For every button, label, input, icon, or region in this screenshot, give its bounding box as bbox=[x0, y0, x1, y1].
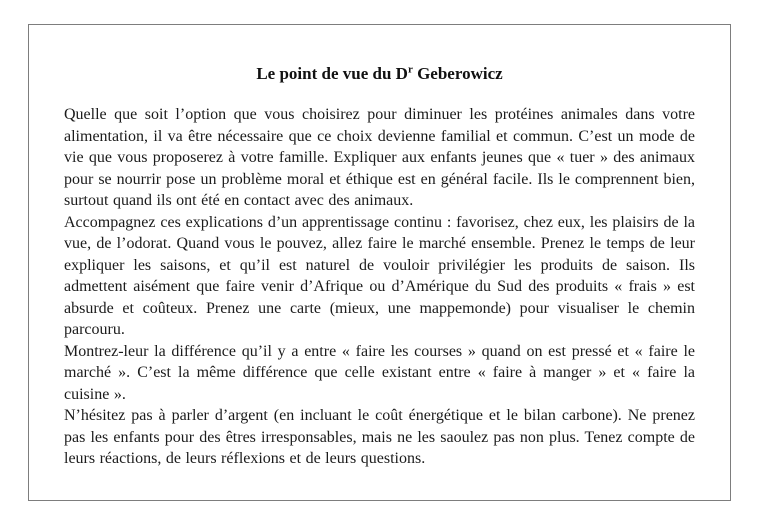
paragraph-4: N’hésitez pas à parler d’argent (en incluant le coût énergétique et le bilan carbone). Ne prenez pas les enfants pour des êtres irresponsables, mais ne les saoulez pas non plus. Tenez compte de leurs réactions, de leurs réflexions et de leurs questions. bbox=[64, 407, 695, 467]
title-superscript: r bbox=[407, 63, 413, 76]
document-title bbox=[64, 63, 695, 85]
paragraph-1: Quelle que soit l’option que vous choisirez pour diminuer les protéines animales dans votre alimentation, il va être nécessaire que ce choix devienne familial et commun. C’est un mode de vie que vous proposerez à votre famille. Expliquer aux enfants jeunes que « tuer » des animaux pour se nourrir pose un problème moral et éthique est en général facile. Ils le comprennent bien, surtout quand ils ont été en contact avec des animaux. bbox=[64, 106, 695, 209]
title-prefix: Le point de vue du D bbox=[256, 64, 408, 83]
document-frame bbox=[28, 24, 731, 501]
title-suffix: Geberowicz bbox=[412, 64, 503, 83]
paragraph-2: Accompagnez ces explications d’un apprentissage continu : favorisez, chez eux, les plaisirs de la vue, de l’odorat. Quand vous le pouvez, allez faire le marché ensemble. Prenez le temps de leur expliquer les saisons, et qu’il est naturel de vouloir privilégier les produits de saison. Ils admettent aisément que faire venir d’Afrique ou d’Amérique du Sud des produits « frais » est absurde et coûteux. Prenez une carte (mieux, une mappemonde) pour visualiser le chemin parcouru. bbox=[64, 213, 695, 338]
paragraph-3: Montrez-leur la différence qu’il y a entre « faire les courses » quand on est pressé et « faire le marché ». C’est la même différence que celle existant entre « faire à manger » et « faire la cuisine ». bbox=[64, 342, 695, 403]
